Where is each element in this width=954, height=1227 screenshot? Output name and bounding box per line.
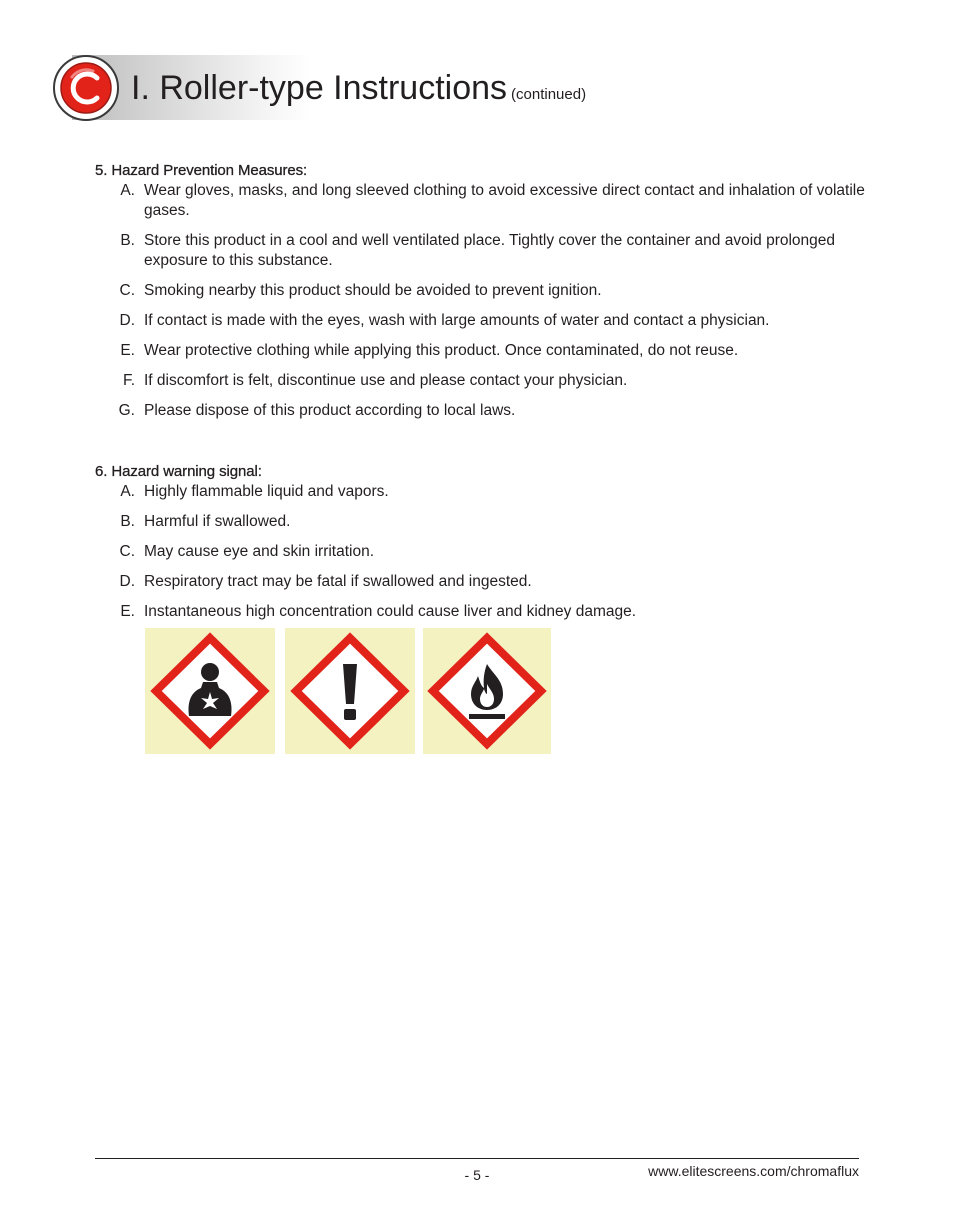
footer-divider	[95, 1158, 859, 1159]
list-item	[95, 542, 875, 562]
list-item-letter: G.	[118, 402, 135, 419]
page-title	[131, 64, 586, 119]
list-item-text: Wear gloves, masks, and long sleeved clothing to avoid excessive direct contact and inhalation of volatile gases.	[144, 182, 865, 219]
section-heading: 6. Hazard warning signal:	[95, 463, 262, 480]
list-item-text: Harmful if swallowed.	[144, 513, 291, 530]
flame-icon	[423, 628, 551, 754]
list-item-text: Instantaneous high concentration could cause liver and kidney damage.	[144, 603, 637, 620]
section-heading: 5. Hazard Prevention Measures:	[95, 162, 308, 179]
list-item-text: May cause eye and skin irritation.	[144, 543, 375, 560]
list-item	[95, 401, 875, 421]
list-item	[95, 482, 875, 502]
list-item	[95, 572, 875, 592]
list-item-text: If discomfort is felt, discontinue use and please contact your physician.	[144, 372, 628, 389]
page-number: - 5 -	[464, 1167, 490, 1183]
list-item	[95, 371, 875, 391]
list-item	[95, 181, 875, 221]
list-item	[95, 512, 875, 532]
list-item-text: Smoking nearby this product should be avoided to prevent ignition.	[144, 282, 602, 299]
list-item	[95, 231, 875, 271]
list-item-letter: A.	[120, 483, 135, 500]
list-item	[95, 281, 875, 301]
list-item-letter: C.	[119, 543, 135, 560]
list-item-letter: E.	[120, 342, 135, 359]
list-item-text: Please dispose of this product according to local laws.	[144, 402, 516, 419]
footer-url: www.elitescreens.com/chromaflux	[648, 1163, 859, 1179]
health-hazard-icon	[145, 628, 275, 754]
list-item	[95, 311, 875, 331]
list-item-letter: A.	[120, 182, 135, 199]
elite-logo-icon	[53, 55, 119, 121]
list-item	[95, 341, 875, 361]
list-item-letter: F.	[122, 372, 135, 389]
list-item-text: Store this product in a cool and well ventilated place. Tightly cover the container and avoid prolonged exposure to this substance.	[144, 232, 836, 269]
list-item-letter: E.	[120, 603, 135, 620]
list-item-text: Wear protective clothing while applying this product. Once contaminated, do not reuse.	[144, 342, 739, 359]
page-title-suffix: (continued)	[511, 86, 587, 103]
list-item-text: If contact is made with the eyes, wash with large amounts of water and contact a physician.	[144, 312, 770, 329]
list-item-letter: B.	[120, 513, 135, 530]
list-item-letter: D.	[119, 573, 135, 590]
list-item-text: Respiratory tract may be fatal if swallowed and ingested.	[144, 573, 532, 590]
page-title-text: I. Roller-type Instructions	[131, 69, 508, 107]
section-hazard-prevention	[95, 161, 875, 431]
list-item-text: Highly flammable liquid and vapors.	[144, 483, 389, 500]
list-item-letter: B.	[120, 232, 135, 249]
list-item	[95, 602, 875, 622]
list-item-letter: D.	[119, 312, 135, 329]
section-hazard-warning	[95, 462, 875, 632]
list-item-letter: C.	[119, 282, 135, 299]
exclamation-mark-icon	[285, 628, 415, 754]
